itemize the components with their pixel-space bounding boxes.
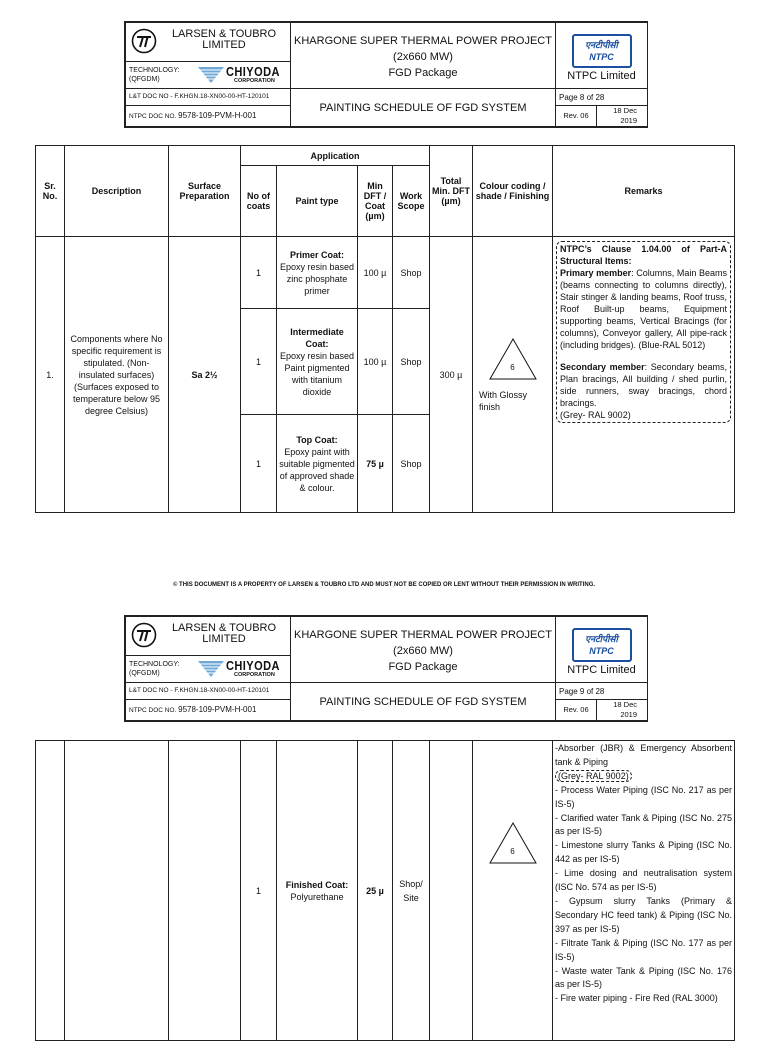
triangle-icon — [488, 337, 538, 381]
remark-grey-highlight: (Grey- RAL 9002) — [555, 770, 632, 782]
chiyoda-corp: CORPORATION — [234, 78, 275, 84]
row-2-sr — [36, 741, 65, 1041]
chiyoda-logo — [196, 658, 296, 680]
coat-2-count: 1 — [241, 309, 277, 415]
col-work-scope: Work Scope — [393, 166, 430, 237]
remarks-highlight-box — [556, 241, 731, 423]
colour-code-triangle — [488, 337, 538, 381]
technology-label: TECHNOLOGY: (QFGDM) — [129, 67, 180, 83]
row-1-finish: With Glossy finish — [479, 389, 528, 412]
remark-line-4: - Clarified water Tank & Piping (ISC No. 275 as per IS-5) — [555, 812, 732, 837]
ntpc-doc-cell — [126, 106, 291, 127]
coat-3-dft: 75 µ — [358, 415, 393, 513]
remark-secondary — [560, 361, 727, 409]
coat-1-dft: 100 µ — [358, 237, 393, 309]
revision-number: Rev. 06 — [563, 110, 589, 120]
ntpc-logo-hindi: एनटीपीसी — [585, 39, 618, 50]
chiyoda-triangle-icon — [196, 658, 226, 678]
row-1-description: Components where No specific requirement is stipulated. (Non-insulated surfaces) (Surfaces exposed to temperature below 95 degree Celsius) — [65, 237, 169, 513]
project-line-2: (2x660 MW) — [393, 50, 453, 63]
ntpc-logo — [572, 34, 632, 68]
row-2-description — [65, 741, 169, 1041]
col-surface-prep: Surface Preparation — [169, 146, 241, 237]
row-2-paint-type: Polyurethane — [290, 891, 344, 902]
row-2-paint-title: Finished Coat: — [285, 879, 349, 890]
secondary-label: Secondary member — [560, 362, 645, 372]
remark-clause-title: NTPC’s Clause 1.04.00 of Part-A Structural Items: — [560, 244, 727, 266]
triangle-icon — [488, 821, 538, 865]
ntpc-name: NTPC Limited — [567, 69, 636, 82]
col-total-dft: Total Min. DFT (µm) — [430, 146, 473, 237]
col-description: Description — [65, 146, 169, 237]
lt-company-cell — [126, 23, 291, 62]
row-1-surface: Sa 2½ — [169, 237, 241, 513]
project-line-2: (2x660 MW) — [393, 644, 453, 657]
row-2-dft: 25 µ — [358, 741, 393, 1041]
ntpc-logo — [572, 628, 632, 662]
company-name: LARSEN & TOUBRO LIMITED — [171, 622, 277, 645]
row-1-remarks — [553, 237, 735, 513]
lt-doc-number: L&T DOC NO - F.KHGN.18-XN00-00-HT-120101 — [126, 683, 291, 700]
lt-doc-number: L&T DOC NO - F.KHGN.18-XN00-00-HT-120101 — [126, 89, 291, 106]
coat-1-paint — [277, 237, 358, 309]
remark-line-2 — [555, 770, 732, 784]
coat-2-scope: Shop — [393, 309, 430, 415]
coat-1-title: Primer Coat: — [289, 249, 344, 260]
col-application: Application — [241, 146, 430, 166]
primary-text: : Columns, Main Beams (beams connecting to columns directly), Stair stinger & landing beams, Roof truss, Roof Built-up beams, Equipment supporting beams, Vertical Bracings (for columns), Conveyor gallery, All pipe-rack (including bridges). (Blue-RAL 5012) — [560, 268, 727, 350]
project-line-3: FGD Package — [388, 66, 458, 79]
revision-date: 18 Dec 2019 — [596, 700, 640, 720]
copyright-disclaimer: © THIS DOCUMENT IS A PROPERTY OF LARSEN & TOUBRO LTD AND MUST NOT BE COPIED OR LENT WITHOUT THEIR PERMISSION IN WRITING. — [172, 582, 596, 588]
ntpc-cell — [556, 23, 648, 89]
row-2-surface — [169, 741, 241, 1041]
col-sr-no: Sr. No. — [36, 146, 65, 237]
remark-primary — [560, 267, 727, 351]
ntpc-doc-number: 9578-109-PVM-H-001 — [178, 704, 257, 714]
remark-line-8: - Filtrate Tank & Piping (ISC No. 177 as per IS-5) — [555, 937, 732, 962]
revision-number: Rev. 06 — [563, 704, 589, 714]
technology-label: TECHNOLOGY: (QFGDM) — [129, 661, 180, 677]
col-paint-type: Paint type — [277, 166, 358, 237]
triangle-number: 6 — [510, 362, 515, 372]
project-line-1: KHARGONE SUPER THERMAL POWER PROJECT — [294, 628, 552, 641]
revision-cell — [556, 700, 648, 721]
coat-3-count: 1 — [241, 415, 277, 513]
row-2-paint — [277, 741, 358, 1041]
coat-1-scope: Shop — [393, 237, 430, 309]
row-2-scope: Shop/ Site — [393, 741, 430, 1041]
ntpc-logo-text: NTPC — [589, 645, 614, 656]
technology-cell — [126, 62, 291, 89]
coat-3-scope: Shop — [393, 415, 430, 513]
remark-line-7: - Gypsum slurry Tanks (Primary & Secondary HC feed tank) & Piping (ISC No. 397 as per IS-5) — [555, 895, 732, 934]
revision-cell — [556, 106, 648, 127]
row-1-colour — [473, 237, 553, 513]
coat-3-paint — [277, 415, 358, 513]
ntpc-doc-label: NTPC DOC NO. — [129, 706, 177, 714]
coat-1-count: 1 — [241, 237, 277, 309]
painting-schedule-table-page-9 — [35, 740, 735, 1041]
company-name: LARSEN & TOUBRO LIMITED — [171, 28, 277, 51]
project-line-1: KHARGONE SUPER THERMAL POWER PROJECT — [294, 34, 552, 47]
project-title-cell — [291, 617, 556, 683]
revision-date: 18 Dec 2019 — [596, 106, 640, 126]
row-1-total-dft: 300 µ — [430, 237, 473, 513]
col-colour-coding: Colour coding / shade / Finishing — [473, 146, 553, 237]
ntpc-cell — [556, 617, 648, 683]
coat-2-dft: 100 µ — [358, 309, 393, 415]
row-2-coats: 1 — [241, 741, 277, 1041]
chiyoda-corp: CORPORATION — [234, 672, 275, 678]
col-remarks: Remarks — [553, 146, 735, 237]
remark-line-10: - Fire water piping - Fire Red (RAL 3000) — [555, 993, 718, 1004]
header-block-page-8 — [124, 21, 648, 128]
row-2-total-dft — [430, 741, 473, 1041]
row-2-remarks — [553, 741, 735, 1041]
lt-logo-icon — [131, 622, 157, 648]
coat-3-title: Top Coat: — [296, 434, 338, 445]
coat-2-paint — [277, 309, 358, 415]
subject-title: PAINTING SCHEDULE OF FGD SYSTEM — [291, 683, 556, 721]
col-min-dft: Min DFT / Coat (µm) — [358, 166, 393, 237]
col-no-of-coats: No of coats — [241, 166, 277, 237]
header-block-page-9 — [124, 615, 648, 722]
lt-company-cell — [126, 617, 291, 656]
remark-line-9: - Waste water Tank & Piping (ISC No. 176 as per IS-5) — [555, 965, 732, 990]
lt-logo-icon — [131, 28, 157, 54]
secondary-colour: (Grey- RAL 9002) — [560, 410, 631, 420]
coat-1-type: Epoxy resin based zinc phosphate primer — [279, 261, 355, 296]
ntpc-doc-label: NTPC DOC NO. — [129, 112, 177, 120]
chiyoda-triangle-icon — [196, 64, 226, 84]
technology-cell — [126, 656, 291, 683]
chiyoda-name: CHIYODA — [226, 658, 280, 673]
remark-line-1: -Absorber (JBR) & Emergency Absorbent tank & Piping — [555, 743, 732, 767]
ntpc-doc-cell — [126, 700, 291, 721]
ntpc-logo-hindi: एनटीपीसी — [585, 633, 618, 644]
page-number: Page 8 of 28 — [556, 89, 648, 106]
coat-2-title: Intermediate Coat: — [290, 326, 344, 349]
ntpc-doc-number: 9578-109-PVM-H-001 — [178, 110, 257, 120]
row-1-sr: 1. — [36, 237, 65, 513]
project-title-cell — [291, 23, 556, 89]
chiyoda-logo — [196, 64, 296, 86]
coat-3-type: Epoxy paint with suitable pigmented of approved shade & colour. — [279, 446, 355, 493]
remark-line-6: - Lime dosing and neutralisation system (ISC No. 574 as per IS-5) — [555, 868, 732, 893]
row-2-colour — [473, 741, 553, 1041]
subject-title: PAINTING SCHEDULE OF FGD SYSTEM — [291, 89, 556, 127]
colour-code-triangle — [488, 821, 538, 865]
chiyoda-name: CHIYODA — [226, 64, 280, 79]
primary-label: Primary member — [560, 268, 632, 278]
ntpc-name: NTPC Limited — [567, 663, 636, 676]
painting-schedule-table-page-8 — [35, 145, 735, 513]
project-line-3: FGD Package — [388, 660, 458, 673]
secondary-text: : Secondary beams, Plan bracings, All building / shed purlin, side runners, sway bracings, chord bracings. — [560, 362, 727, 408]
triangle-number: 6 — [510, 847, 515, 856]
remark-line-3: - Process Water Piping (ISC No. 217 as per IS-5) — [555, 784, 732, 809]
page-number: Page 9 of 28 — [556, 683, 648, 700]
coat-2-type: Epoxy resin based Paint pigmented with titanium dioxide — [279, 350, 355, 397]
ntpc-logo-text: NTPC — [589, 51, 614, 62]
remark-line-5: - Limestone slurry Tanks & Piping (ISC No. 442 as per IS-5) — [555, 840, 732, 865]
